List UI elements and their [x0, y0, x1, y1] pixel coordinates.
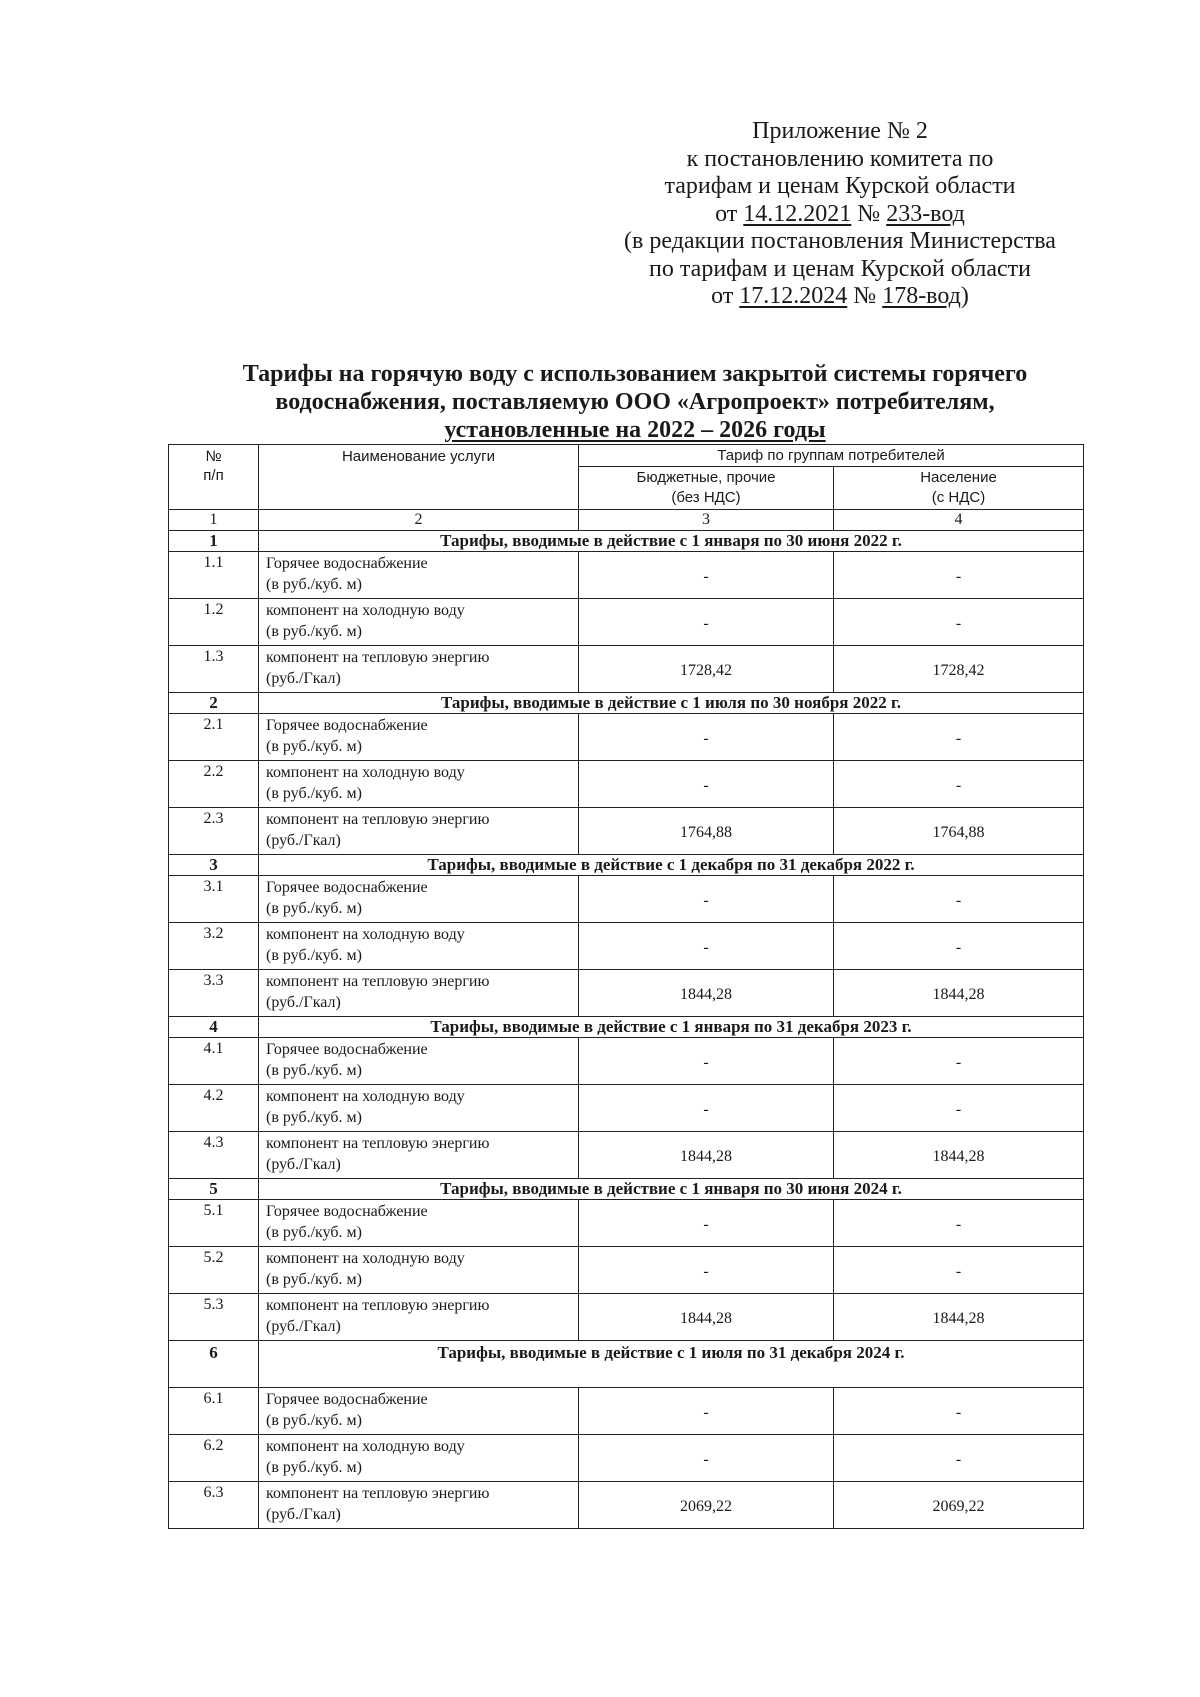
- budget-tariff: -: [703, 1451, 709, 1468]
- amendment-number: 178-вод: [882, 283, 961, 309]
- population-tariff: -: [955, 730, 962, 747]
- row-number: 4.2: [203, 1087, 224, 1104]
- row-number-cell: [169, 714, 259, 761]
- population-tariff: 1728,42: [932, 662, 985, 679]
- service-name: компонент на тепловую энергию (руб./Гкал): [266, 1135, 490, 1173]
- budget-tariff-cell: [579, 1388, 834, 1435]
- resolution-number: 233-вод: [886, 200, 965, 227]
- budget-tariff-cell: [579, 1132, 834, 1179]
- amendment-close-paren: ): [960, 283, 969, 309]
- header-budget: Бюджетные, прочие (без НДС): [579, 467, 834, 510]
- service-name-cell: [259, 761, 579, 808]
- population-tariff: -: [955, 939, 962, 956]
- row-number-cell: [169, 1482, 259, 1529]
- header-num: [169, 445, 259, 510]
- service-name-cell: [259, 970, 579, 1017]
- appendix-no: №: [851, 200, 887, 227]
- service-name: компонент на тепловую энергию (руб./Гкал): [266, 811, 490, 849]
- service-name: компонент на холодную воду (в руб./куб. м): [266, 1088, 465, 1126]
- row-number-cell: [169, 1085, 259, 1132]
- service-name: компонент на холодную воду (в руб./куб. м): [266, 602, 465, 640]
- header-num-text: № п/п: [203, 448, 224, 484]
- table-row: [169, 646, 1084, 693]
- budget-tariff-cell: [579, 1038, 834, 1085]
- budget-tariff-cell: [579, 1435, 834, 1482]
- service-name: Горячее водоснабжение (в руб./куб. м): [266, 717, 428, 755]
- section-number: 5: [169, 1179, 259, 1200]
- row-number: 1.2: [203, 601, 224, 618]
- row-number: 4.1: [203, 1040, 224, 1057]
- service-name: компонент на холодную воду (в руб./куб. м): [266, 926, 465, 964]
- budget-tariff-cell: [579, 1247, 834, 1294]
- budget-tariff: -: [703, 939, 709, 956]
- row-number-cell: [169, 923, 259, 970]
- population-tariff-cell: [834, 714, 1084, 761]
- table-row: [169, 1132, 1084, 1179]
- row-number: 5.1: [203, 1202, 224, 1219]
- budget-tariff: 1728,42: [680, 662, 732, 679]
- service-name-cell: [259, 1388, 579, 1435]
- budget-tariff: -: [703, 892, 709, 909]
- table-row: [169, 1247, 1084, 1294]
- service-name-cell: [259, 599, 579, 646]
- row-number: 5.2: [203, 1249, 224, 1266]
- table-row: [169, 599, 1084, 646]
- budget-tariff: -: [703, 1216, 709, 1233]
- section-number: 6: [169, 1341, 259, 1388]
- row-number: 3.1: [203, 878, 224, 895]
- population-tariff-cell: [834, 876, 1084, 923]
- budget-tariff: -: [703, 1101, 709, 1118]
- population-tariff: -: [955, 1216, 962, 1233]
- appendix-line-7: [590, 283, 1090, 311]
- row-number-cell: [169, 1132, 259, 1179]
- table-row: [169, 1038, 1084, 1085]
- section-number: 4: [169, 1017, 259, 1038]
- table-row: [169, 1085, 1084, 1132]
- title-line-1: Тарифы на горячую воду с использованием закрытой системы горячего: [242, 361, 1028, 387]
- table-row: [169, 552, 1084, 599]
- population-tariff-cell: [834, 1388, 1084, 1435]
- row-number: 6.2: [203, 1437, 224, 1454]
- section-title: Тарифы, вводимые в действие с 1 июля по 31 декабря 2024 г.: [259, 1341, 1084, 1388]
- service-name: Горячее водоснабжение (в руб./куб. м): [266, 555, 428, 593]
- row-number-cell: [169, 970, 259, 1017]
- budget-tariff-cell: [579, 646, 834, 693]
- title-line-3: [180, 416, 1090, 444]
- budget-tariff: -: [703, 615, 709, 632]
- population-tariff: -: [955, 1263, 962, 1280]
- population-tariff: -: [955, 892, 962, 909]
- population-tariff-cell: [834, 552, 1084, 599]
- service-name: Горячее водоснабжение (в руб./куб. м): [266, 1391, 428, 1429]
- row-number: 2.1: [203, 716, 224, 733]
- section-title: Тарифы, вводимые в действие с 1 января по 30 июня 2024 г.: [259, 1179, 1084, 1200]
- row-number-cell: [169, 808, 259, 855]
- section-title: Тарифы, вводимые в действие с 1 января по 30 июня 2022 г.: [259, 531, 1084, 552]
- budget-tariff: 2069,22: [680, 1498, 732, 1515]
- table-row: [169, 970, 1084, 1017]
- service-name: Горячее водоснабжение (в руб./куб. м): [266, 879, 428, 917]
- row-number: 1.1: [203, 554, 224, 571]
- header-population: Население (с НДС): [834, 467, 1084, 510]
- population-tariff: -: [955, 568, 962, 585]
- appendix-line-4: [590, 201, 1090, 229]
- row-number-cell: [169, 552, 259, 599]
- title-line-2: водоснабжения, поставляемую ООО «Агропроект» потребителям,: [275, 389, 995, 415]
- population-tariff-cell: [834, 646, 1084, 693]
- section-title: Тарифы, вводимые в действие с 1 июля по 30 ноября 2022 г.: [259, 693, 1084, 714]
- budget-tariff: -: [703, 568, 709, 585]
- row-number: 5.3: [203, 1296, 224, 1313]
- service-name: компонент на тепловую энергию (руб./Гкал): [266, 973, 490, 1011]
- service-name: компонент на холодную воду (в руб./куб. м): [266, 1438, 465, 1476]
- service-name: Горячее водоснабжение (в руб./куб. м): [266, 1203, 428, 1241]
- row-number: 6.3: [203, 1484, 224, 1501]
- service-name: компонент на тепловую энергию (руб./Гкал): [266, 649, 490, 687]
- budget-tariff-cell: [579, 1482, 834, 1529]
- row-number: 4.3: [203, 1134, 224, 1151]
- tariff-table: [168, 444, 1084, 1529]
- row-number-cell: [169, 599, 259, 646]
- budget-tariff-cell: [579, 808, 834, 855]
- budget-tariff: -: [703, 777, 709, 794]
- population-tariff: 1844,28: [932, 1310, 985, 1327]
- row-number-cell: [169, 1247, 259, 1294]
- section-title: Тарифы, вводимые в действие с 1 января по 31 декабря 2023 г.: [259, 1017, 1084, 1038]
- section-row: [169, 693, 1084, 714]
- table-row: [169, 808, 1084, 855]
- row-number: 6.1: [203, 1390, 224, 1407]
- population-tariff-cell: [834, 1294, 1084, 1341]
- budget-tariff: -: [703, 730, 709, 747]
- budget-tariff: -: [703, 1404, 709, 1421]
- table-row: [169, 1200, 1084, 1247]
- population-tariff: -: [955, 1054, 962, 1071]
- appendix-line-5: (в редакции постановления Министерства: [624, 228, 1056, 254]
- population-tariff-cell: [834, 1482, 1084, 1529]
- budget-tariff-cell: [579, 876, 834, 923]
- population-tariff: 2069,22: [932, 1498, 985, 1515]
- table-row: [169, 923, 1084, 970]
- row-number-cell: [169, 1038, 259, 1085]
- service-name-cell: [259, 876, 579, 923]
- budget-tariff-cell: [579, 552, 834, 599]
- appendix-line-3: тарифам и ценам Курской области: [664, 173, 1016, 199]
- population-tariff: -: [955, 1451, 962, 1468]
- appendix-line-6: по тарифам и ценам Курской области: [649, 255, 1031, 282]
- row-number-cell: [169, 1200, 259, 1247]
- service-name: Горячее водоснабжение (в руб./куб. м): [266, 1041, 428, 1079]
- row-number-cell: [169, 1435, 259, 1482]
- budget-tariff: -: [703, 1054, 709, 1071]
- section-row: [169, 531, 1084, 552]
- appendix-line-1: Приложение № 2: [752, 118, 928, 144]
- budget-tariff-cell: [579, 1294, 834, 1341]
- column-number: 1: [169, 510, 259, 531]
- service-name-cell: [259, 1085, 579, 1132]
- section-number: 3: [169, 855, 259, 876]
- section-number: 2: [169, 693, 259, 714]
- service-name-cell: [259, 1132, 579, 1179]
- section-number: 1: [169, 531, 259, 552]
- service-name-cell: [259, 923, 579, 970]
- document-title: [180, 360, 1090, 444]
- column-number: 3: [579, 510, 834, 531]
- budget-tariff-cell: [579, 761, 834, 808]
- service-name-cell: [259, 1038, 579, 1085]
- table-row: [169, 1482, 1084, 1529]
- table-row: [169, 1294, 1084, 1341]
- population-tariff-cell: [834, 923, 1084, 970]
- service-name-cell: [259, 1435, 579, 1482]
- section-row: [169, 1341, 1084, 1388]
- service-name-cell: [259, 552, 579, 599]
- table-row: [169, 876, 1084, 923]
- resolution-date: 14.12.2021: [743, 200, 852, 227]
- row-number: 2.3: [203, 810, 224, 827]
- title-line-3-text: установленные на 2022 – 2026 годы: [444, 417, 826, 443]
- population-tariff-cell: [834, 599, 1084, 646]
- service-name-cell: [259, 1200, 579, 1247]
- population-tariff: -: [955, 777, 962, 794]
- appendix-from: от: [715, 200, 744, 227]
- service-name: компонент на тепловую энергию (руб./Гкал): [266, 1297, 490, 1335]
- population-tariff-cell: [834, 1247, 1084, 1294]
- service-name-cell: [259, 714, 579, 761]
- service-name: компонент на холодную воду (в руб./куб. м): [266, 1250, 465, 1288]
- row-number-cell: [169, 1294, 259, 1341]
- population-tariff-cell: [834, 1038, 1084, 1085]
- service-name: компонент на тепловую энергию (руб./Гкал): [266, 1485, 490, 1523]
- service-name-cell: [259, 808, 579, 855]
- population-tariff-cell: [834, 1200, 1084, 1247]
- table-row: [169, 714, 1084, 761]
- service-name-cell: [259, 1247, 579, 1294]
- budget-tariff-cell: [579, 1200, 834, 1247]
- budget-tariff: 1844,28: [680, 1310, 732, 1327]
- section-row: [169, 1017, 1084, 1038]
- service-name-cell: [259, 1482, 579, 1529]
- budget-tariff-cell: [579, 1085, 834, 1132]
- population-tariff: -: [955, 1101, 962, 1118]
- budget-tariff: 1764,88: [680, 824, 732, 841]
- row-number: 2.2: [203, 763, 224, 780]
- budget-tariff-cell: [579, 923, 834, 970]
- budget-tariff-cell: [579, 599, 834, 646]
- service-name-cell: [259, 646, 579, 693]
- section-row: [169, 855, 1084, 876]
- population-tariff: 1844,28: [932, 986, 985, 1003]
- column-number-row: [169, 510, 1084, 531]
- section-title: Тарифы, вводимые в действие с 1 декабря по 31 декабря 2022 г.: [259, 855, 1084, 876]
- row-number-cell: [169, 761, 259, 808]
- population-tariff: 1764,88: [932, 824, 985, 841]
- budget-tariff-cell: [579, 714, 834, 761]
- amendment-date: 17.12.2024: [739, 283, 848, 309]
- table-row: [169, 1435, 1084, 1482]
- population-tariff-cell: [834, 808, 1084, 855]
- service-name-cell: [259, 1294, 579, 1341]
- amendment-no: №: [847, 283, 883, 309]
- population-tariff: 1844,28: [932, 1148, 985, 1165]
- budget-tariff: -: [703, 1263, 709, 1280]
- population-tariff: -: [955, 615, 962, 632]
- row-number-cell: [169, 876, 259, 923]
- header-service-name: Наименование услуги: [259, 445, 579, 510]
- row-number-cell: [169, 646, 259, 693]
- population-tariff-cell: [834, 1085, 1084, 1132]
- column-number: 2: [259, 510, 579, 531]
- service-name: компонент на холодную воду (в руб./куб. м): [266, 764, 465, 802]
- table-row: [169, 761, 1084, 808]
- table-row: [169, 1388, 1084, 1435]
- population-tariff-cell: [834, 1435, 1084, 1482]
- row-number: 1.3: [203, 648, 224, 665]
- appendix-block: [590, 118, 1090, 311]
- population-tariff-cell: [834, 761, 1084, 808]
- table-header-row: [169, 445, 1084, 467]
- row-number-cell: [169, 1388, 259, 1435]
- row-number: 3.3: [203, 972, 224, 989]
- header-tariff-groups: Тариф по группам потребителей: [579, 445, 1084, 467]
- budget-tariff: 1844,28: [680, 986, 732, 1003]
- appendix-line-2: к постановлению комитета по: [686, 145, 994, 172]
- budget-tariff-cell: [579, 970, 834, 1017]
- row-number: 3.2: [203, 925, 224, 942]
- amendment-from: от: [711, 283, 740, 309]
- population-tariff-cell: [834, 1132, 1084, 1179]
- column-number: 4: [834, 510, 1084, 531]
- population-tariff: -: [955, 1404, 962, 1421]
- section-row: [169, 1179, 1084, 1200]
- population-tariff-cell: [834, 970, 1084, 1017]
- budget-tariff: 1844,28: [680, 1148, 732, 1165]
